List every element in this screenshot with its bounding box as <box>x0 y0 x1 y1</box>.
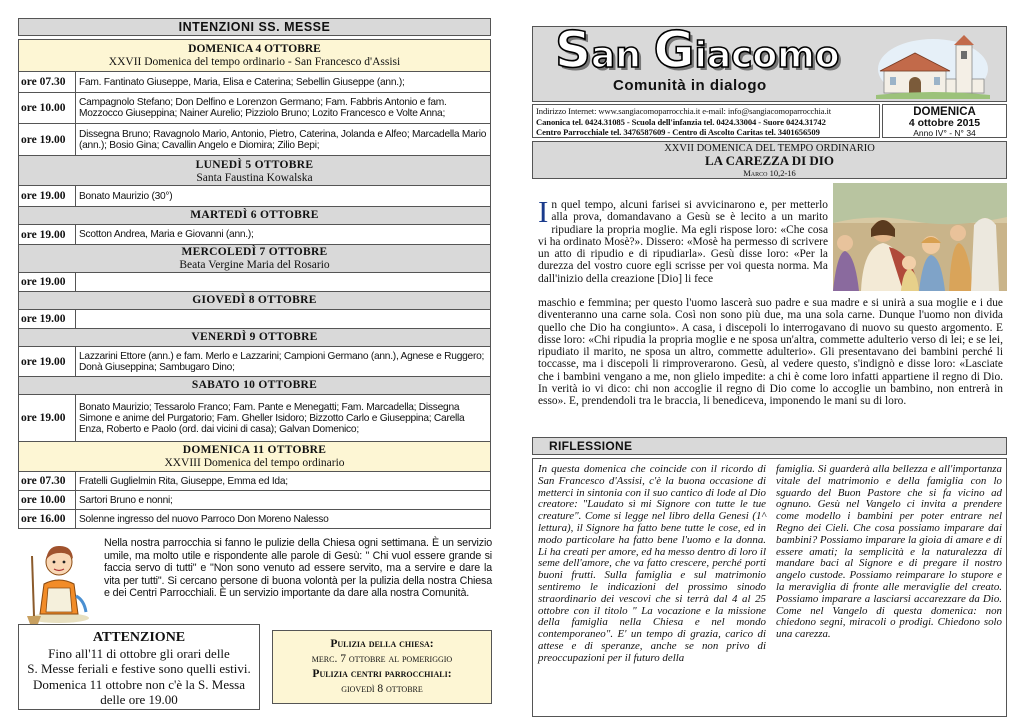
day-subtitle: Beata Vergine Maria del Rosario <box>179 258 330 271</box>
contact-canonica: Canonica tel. 0424.31085 - Scuola dell'infanzia tel. 0424.33004 - Suore 0424.31742 <box>536 116 826 127</box>
day-subtitle: XXVIII Domenica del tempo ordinario <box>164 456 345 469</box>
title-initial: S <box>555 21 592 79</box>
mass-intentions: Bonato Maurizio; Tessarolo Franco; Fam. Pante e Menegatti; Fam. Marcadella; Dissegna Simone e anime del Purgatorio; Fam. Gheller Isidoro; Bizzotto Carlo e Giuseppina; Carella Enza, Roberto e Paolo (ord. dai vicini di casa); Galvan Domenico; <box>79 401 465 435</box>
day-title: VENERDÌ 9 OTTOBRE <box>191 331 318 343</box>
mass-row <box>18 186 491 207</box>
mass-intentions: Solenne ingresso del nuovo Parroco Don Moreno Nalesso <box>79 513 329 525</box>
schedule-line: Pulizia centri parrocchiali: <box>312 668 452 680</box>
mass-time: ore 10.00 <box>19 491 76 509</box>
day-header-thursday <box>18 292 491 310</box>
issue-number: Anno IV° - N° 34 <box>913 128 976 138</box>
reflection-header: RIFLESSIONE <box>532 437 1007 455</box>
cleaning-schedule-box <box>272 630 492 704</box>
day-header-sunday-4 <box>18 39 491 72</box>
mass-row <box>18 347 491 377</box>
mass-time: ore 19.00 <box>19 186 76 206</box>
contact-center: Centro Parrocchiale tel. 3476587609 - Centro di Ascolto Caritas tel. 3401656509 <box>536 127 820 138</box>
day-title: DOMENICA 11 OTTOBRE <box>182 444 327 456</box>
mass-time: ore 07.30 <box>19 72 76 92</box>
day-header-saturday <box>18 377 491 395</box>
masthead-subtitle: Comunità in dialogo <box>613 77 767 94</box>
mass-time: ore 19.00 <box>19 310 76 328</box>
masthead-title <box>555 21 839 79</box>
gospel-text-bottom: maschio e femmina; per questo l'uomo lascerà suo padre e sua madre e si unirà a sua moglie e i due diventeranno una carne sola. Così non sono più due, ma una sola carne. Dunque l'uomo non divida quello che Dio ha congiunto». A casa, i discepoli lo interrogavano di nuovo su questo argomento. E disse loro: «Chi ripudia la propria moglie e ne sposa un'altra, commette adulterio verso di lei; e se lei, ripudiato il marito, ne sposa un altro, commette adulterio». Gli presentavano dei bambini perché li toccasse, ma i discepoli li rimproverarono. Gesù, al vedere questo, s'indignò e disse loro: «Lasciate che i bambini vengano a me, non glielo impedite: a chi è come loro infatti appartiene il regno di Dio. In verità io vi dico: chi non accoglie il regno di Dio come lo accoglie un bambino, non entrerà in esso». E, prendendoli tra le braccia, li benediceva, imponendo le mani su di loro. <box>538 297 1003 408</box>
mass-row <box>18 310 491 329</box>
day-header-wednesday <box>18 245 491 273</box>
gospel-title: LA CAREZZA DI DIO <box>705 153 834 168</box>
mass-intentions: Fratelli Guglielmin Rita, Giuseppe, Emma ed Ida; <box>79 475 288 487</box>
mass-intentions: Dissegna Bruno; Ravagnolo Mario, Antonio, Pietro, Caterina, Jolanda e Alfeo; Marcadella Mario (ann.); Bosio Gina; Cavallin Angelo e Diomira; Zilio Bepi; <box>79 128 487 151</box>
gospel-sunday: XXVII DOMENICA DEL TEMPO ORDINARIO <box>664 143 875 154</box>
mass-intentions <box>76 310 490 328</box>
mass-row <box>18 93 491 124</box>
title-initial: G <box>653 21 695 79</box>
day-title: MERCOLEDÌ 7 OTTOBRE <box>181 246 328 258</box>
title-part: an <box>591 35 654 76</box>
reflection-column-2: famiglia. Si guarderà alla bellezza e all'importanza vitale del matrimonio e della famiglia con lo sguardo del Buon Pastore che si fa vicino ad ognuno. Gesù nel Vangelo ci invita a prendere come modello i bambini per poter entrare nel Regno dei Cieli. Che cosa possiamo imparare dai bambini? Possiamo imparare la gioia di amare e di essere amati; la semplicità e la naturalezza di mandare baci al Signore e di pregare il nostro angelo custode. Possiamo reimparare lo stupore e la meraviglia di fronte alle meraviglie del creato. Possiamo imparare a lasciarsi accarezzare da Dio. Come nel Vangelo di questa domenica: non chiedono segni, miracoli o prodigi. Chiedono solo una carezza. <box>776 463 1002 641</box>
mass-intentions: Fam. Fantinato Giuseppe, Maria, Elisa e Caterina; Sebellin Giuseppe (ann.); <box>79 76 405 88</box>
mass-time: ore 07.30 <box>19 472 76 490</box>
day-title: LUNEDÌ 5 OTTOBRE <box>195 159 314 171</box>
day-subtitle: XXVII Domenica del tempo ordinario - San Francesco d'Assisi <box>108 56 401 68</box>
attention-line: Fino all'11 di ottobre gli orari delle <box>48 645 230 661</box>
gospel-reference: Marco 10,2-16 <box>743 168 796 178</box>
mass-time: ore 10.00 <box>19 93 76 123</box>
mass-time: ore 19.00 <box>19 347 76 376</box>
mass-row <box>18 273 491 292</box>
day-title: MARTEDÌ 6 OTTOBRE <box>190 209 319 221</box>
church-icon <box>876 33 990 99</box>
issue-day: DOMENICA <box>913 106 976 118</box>
schedule-line: Pulizia della chiesa: <box>330 638 434 650</box>
day-title: SABATO 10 OTTOBRE <box>191 379 318 391</box>
schedule-line: giovedì 8 ottobre <box>341 683 423 695</box>
mass-time: ore 16.00 <box>19 510 76 528</box>
issue-box <box>882 104 1007 138</box>
cleaning-lady-icon <box>24 536 94 626</box>
mass-intentions: Lazzarini Ettore (ann.) e fam. Merlo e Lazzarini; Campioni Germano (ann.), Agnese e Ruggero; Donà Giuseppina; Sambugaro Dino; <box>79 350 485 373</box>
mass-row <box>18 395 491 442</box>
mass-intentions: Sartori Bruno e nonni; <box>79 494 173 506</box>
gospel-header <box>532 141 1007 179</box>
mass-time: ore 19.00 <box>19 124 76 155</box>
mass-time: ore 19.00 <box>19 395 76 441</box>
gospel-dropcap: I <box>538 194 549 229</box>
contact-web: Indirizzo Internet: www.sangiacomoparrocchia.it e-mail: info@sangiacomoparrocchia.it <box>536 106 832 116</box>
day-subtitle: Santa Faustina Kowalska <box>196 171 313 184</box>
mass-row <box>18 72 491 93</box>
mass-intentions: Campagnolo Stefano; Don Delfino e Lorenzon Germano; Fam. Fabbris Antonio e fam. Mozzocco Giuseppina; Nainer Aurelio; Pizziolo Bruno; Lozito Francesco e Volte Anna; <box>79 97 447 119</box>
day-title: GIOVEDÌ 8 OTTOBRE <box>192 294 317 306</box>
attention-line: S. Messe feriali e festive sono quelli estivi. <box>27 661 251 676</box>
jesus-children-illustration <box>833 183 1007 291</box>
mass-time: ore 19.00 <box>19 273 76 291</box>
day-header-monday <box>18 156 491 186</box>
attention-title: ATTENZIONE <box>92 630 186 645</box>
jesus-children-icon <box>833 183 1007 291</box>
church-illustration <box>876 33 990 99</box>
mass-time: ore 19.00 <box>19 225 76 244</box>
mass-row <box>18 510 491 529</box>
attention-line: Domenica 11 ottobre non c'è la S. Messa <box>33 676 245 692</box>
cleaning-lady-illustration <box>24 536 94 626</box>
attention-box <box>18 624 260 710</box>
attention-line: delle ore 19.00 <box>100 692 178 707</box>
mass-intentions: Bonato Maurizio (30°) <box>79 190 173 202</box>
issue-date: 4 ottobre 2015 <box>908 116 981 129</box>
mass-row <box>18 124 491 156</box>
cleaning-note: Nella nostra parrocchia si fanno le pulizie della Chiesa ogni settimana. È un servizio umile, ma molto utile e rispondente alle parole di Gesù: " Chi vuol essere grande si faccia servo di tutti" e "Non sono venuto ad essere servito, ma a servire e dare la vita per tutti". Si cercano persone di buona volontà per la pulizia della nostra Chiesa e dei Centri Parrocchiali. È un servizio importante da dare alla nostra Comunità. <box>104 537 492 600</box>
contact-box <box>532 104 880 138</box>
day-header-sunday-11 <box>18 442 491 472</box>
gospel-text: n quel tempo, alcuni farisei si avvicinarono e, per metterlo alla prova, domandavano a Gesù se è lecito a un marito ripudiare la propria moglie. Ma egli rispose loro: «Che cosa vi ha ordinato Mosè?». Dissero: «Mosè ha permesso di scrivere un atto di ripudio e di ripudiarla». Gesù disse loro: «Per la durezza del vostro cuore egli scrisse per voi questa norma. Ma dall'inizio della creazione [Dio] li fece <box>538 199 828 285</box>
gospel-text-top <box>538 194 828 285</box>
mass-row <box>18 472 491 491</box>
day-title: DOMENICA 4 OTTOBRE <box>188 43 321 55</box>
title-part: iacomo <box>694 35 840 76</box>
masses-header: INTENZIONI SS. MESSE <box>18 18 491 36</box>
day-header-friday <box>18 329 491 347</box>
day-header-tuesday <box>18 207 491 225</box>
mass-row <box>18 491 491 510</box>
mass-intentions: Scotton Andrea, Maria e Giovanni (ann.); <box>79 229 254 240</box>
reflection-column-1: In questa domenica che coincide con il ricordo di San Francesco d'Assisi, c'è la buona occasione di metterci in sintonia con il suo cantico di lode al Dio creatore: "Laudato sì mi Signore con tutte le tue creature". Come si legge nel libro della Genesi (1^ lettura), il Signore ha fatto bene tutte le cose, ed in modo particolare ha fatto bene l'uomo e la donna. Li ha creati per amore, ed ha messo dentro di loro il seme dell'amore, che va fatto crescere, perché porti buoni frutti. Sulla famiglia e sul matrimonio sentiremo le indicazioni del prossimo sinodo straordinario dei vescovi che si terrà dal 4 al 25 ottobre con il titolo " La vocazione e la missione della famiglia nella Chiesa e nel mondo contemporaneo". E' un tempo di grazia, carico di attese e di speranze, anche se non privo di preoccupazioni per il futuro della <box>538 463 766 664</box>
mass-intentions <box>76 273 490 291</box>
mass-row <box>18 225 491 245</box>
schedule-line: merc. 7 ottobre al pomeriggio <box>311 653 453 665</box>
